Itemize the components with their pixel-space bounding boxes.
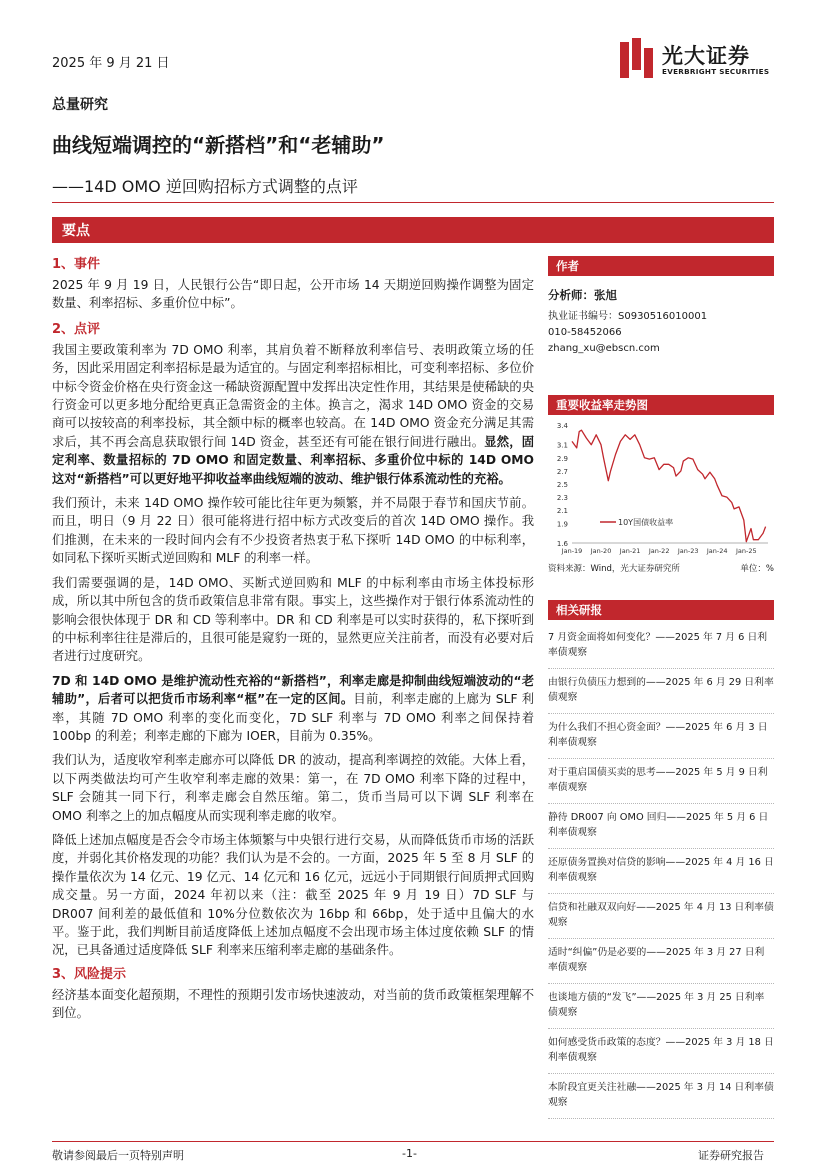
related-research-item[interactable]: 对于重启国债买卖的思考——2025 年 5 月 9 日利率债观察: [548, 759, 774, 804]
comment-p4-bold: 7D 和 14D OMO 是维护流动性充裕的“新搭档”，利率走廊是抑制曲线短端波动的“老辅助”，后者可以把货币市场利率“框”在一定的区间。: [52, 673, 534, 707]
report-category: 总量研究: [52, 97, 108, 113]
x-tick-label: Jan-24: [706, 547, 728, 555]
comment-paragraph-6: 降低上述加点幅度是否会令市场主体频繁与中央银行进行交易，从而降低货币市场的活跃度，并弱化其价格发现的功能？我们认为是不会的。一方面，2025 年 5 至 8 月 SLF 的操作量依次为 14 亿元、19 亿元、14 亿元和 16 亿元，远远小于同期银行间质押式回购成交量。另一方面，2024 年初以来（注：截至 2025 年 9 月 19 日）7D SLF 与 DR007 间利差的最低值和 10%分位数依次为 16bp 和 66bp，处于适中且偏大的水平。鉴于此，我们判断目前适度降低上述加点幅度不会出现市场主体过度依赖 SLF 的情况，已具备通过适度降低 SLF 利率来压缩利率走廊的基础条件。: [52, 832, 534, 958]
page-number: -1-: [402, 1147, 417, 1160]
related-research-item[interactable]: 也谈地方债的“发飞”——2025 年 3 月 25 日利率债观察: [548, 984, 774, 1029]
x-tick-label: Jan-21: [619, 547, 641, 555]
legend-label: 10Y国债收益率: [618, 518, 674, 527]
related-research-list: [548, 624, 774, 1119]
risk-paragraph: 经济基本面变化超预期，不理性的预期引发市场快速波动，对当前的货币政策框架理解不到位。: [52, 987, 534, 1021]
x-tick-label: Jan-20: [590, 547, 612, 555]
chart-source: 资料来源：Wind，光大证券研究所: [548, 564, 680, 574]
comment-paragraph-5: 我们认为，适度收窄利率走廊亦可以降低 DR 的波动，提高利率调控的效能。大体上看，以下两类做法均可产生收窄利率走廊的效果：第一，在 7D OMO 利率下降的过程中，SLF 会随其一同下行，利率走廊会自然压缩。第二，货币当局可以下调 SLF 利率在 OMO 利率之上的加点幅度从而实现利率走廊的收窄。: [52, 753, 534, 823]
comment-paragraph-1: [52, 341, 534, 488]
logo-name-en: EVERBRIGHT SECURITIES: [662, 67, 770, 76]
related-research-item[interactable]: 为什么我们不担心资金面？——2025 年 6 月 3 日利率债观察: [548, 714, 774, 759]
x-tick-label: Jan-19: [561, 547, 583, 555]
sidebar: [548, 256, 774, 1119]
section-heading-event: 1、事件: [52, 257, 101, 272]
author-header: 作者: [548, 256, 774, 276]
section-heading-risk: 3、风险提示: [52, 966, 127, 982]
everbright-logo-icon: [620, 38, 654, 78]
logo-name-cn: 光大证券: [662, 44, 750, 68]
x-tick-label: Jan-25: [735, 547, 757, 555]
comment-p4-text: 目前，利率走廊的上廊为 SLF 利率，其随 7D OMO 利率的变化而变化，7D SLF 利率与 7D OMO 利率之间保持着 100bp 的利差；利率走廊的下廊为 IOER，目前为 0.35%。: [52, 692, 534, 743]
yield-chart: [548, 419, 774, 557]
related-research-item[interactable]: 信贷和社融双双向好——2025 年 4 月 13 日利率债观察: [548, 894, 774, 939]
key-points-banner: [52, 217, 774, 243]
chart-unit: 单位：%: [740, 564, 774, 574]
key-points-label: 要点: [62, 223, 90, 239]
y-tick-label: 1.9: [556, 520, 568, 529]
report-subtitle: ——14D OMO 逆回购招标方式调整的点评: [52, 177, 358, 196]
phone-number: 010-58452066: [548, 327, 622, 338]
y-tick-label: 2.7: [556, 467, 568, 476]
author-block: [548, 288, 774, 357]
y-tick-label: 2.1: [556, 507, 568, 516]
header-divider: [52, 202, 774, 203]
report-date: 2025 年 9 月 21 日: [52, 56, 170, 71]
y-tick-label: 2.3: [556, 494, 568, 503]
report-title: 曲线短端调控的“新搭档”和“老辅助”: [52, 133, 385, 157]
y-tick-label: 2.9: [556, 454, 568, 463]
related-research-item[interactable]: 如何感受货币政策的态度？——2025 年 3 月 18 日利率债观察: [548, 1029, 774, 1074]
comment-paragraph-4: [52, 672, 534, 746]
related-research-item[interactable]: 适时“纠偏”仍是必要的——2025 年 3 月 27 日利率债观察: [548, 939, 774, 984]
x-tick-label: Jan-23: [677, 547, 699, 555]
main-column: [52, 256, 534, 1031]
related-research-item[interactable]: 本阶段宜更关注社融——2025 年 3 月 14 日利率债观察: [548, 1074, 774, 1119]
chart-footer: [548, 562, 774, 576]
company-logo: [620, 38, 790, 82]
y-tick-label: 1.6: [556, 540, 568, 548]
x-tick-label: Jan-22: [648, 547, 670, 555]
related-research-item[interactable]: 由银行负债压力想到的——2025 年 6 月 29 日利率债观察: [548, 669, 774, 714]
related-research-item[interactable]: 7 月资金面将如何变化？——2025 年 7 月 6 日利率债观察: [548, 624, 774, 669]
y-tick-label: 2.5: [556, 481, 568, 489]
y-tick-label: 3.1: [556, 441, 568, 450]
comment-paragraph-3: 我们需要强调的是，14D OMO、买断式逆回购和 MLF 的中标利率由市场主体投标形成，所以其中所包含的货币政策信息非常有限。事实上，这些操作对于银行体系流动性的影响会很快体现于 DR 和 CD 等利率中。DR 和 CD 利率是可以实时获得的，私下探听到的中标利率往往是滞后的，且很可能是窥豹一斑的，显然更应关注前者，而没有必要对后者进行过度研究。: [52, 575, 534, 664]
footer-disclaimer: 敬请参阅最后一页特别声明: [52, 1149, 184, 1162]
chart-header: 重要收益率走势图: [548, 395, 774, 415]
footer-report-type: 证券研究报告: [698, 1149, 764, 1162]
y-tick-label: 3.4: [556, 422, 568, 430]
related-research-item[interactable]: 还原债务置换对信贷的影响——2025 年 4 月 16 日利率债观察: [548, 849, 774, 894]
footer-divider: [52, 1141, 774, 1142]
related-research-header: 相关研报: [548, 600, 774, 620]
license-number: 执业证书编号：S0930516010001: [548, 311, 708, 322]
comment-paragraph-2: 我们预计，未来 14D OMO 操作较可能比往年更为频繁，并不局限于春节和国庆节前。而且，明日（9 月 22 日）很可能将进行招中标方式改变后的首次 14D OMO 操作。我们推测，在未来的一段时间内会有不少投资者热衷于私下探听 14D OMO 的中标利率，如同私下探听买断式逆回购和 MLF 的利率一样。: [52, 496, 534, 566]
comment-p1-bold: 显然，固定利率、数量招标的 7D OMO 和固定数量、利率招标、多重价位中标的 14D OMO 这对“新搭档”可以更好地平抑收益率曲线短端的波动、维护银行体系流动性的充裕。: [52, 434, 534, 486]
section-heading-comment: 2、点评: [52, 321, 101, 337]
event-paragraph: 2025 年 9 月 19 日，人民银行公告“即日起，公开市场 14 天期逆回购操作调整为固定数量、利率招标、多重价位中标”。: [52, 278, 534, 311]
related-research-item[interactable]: 静待 DR007 向 OMO 回归——2025 年 5 月 6 日利率债观察: [548, 804, 774, 849]
email-address[interactable]: zhang_xu@ebscn.com: [548, 343, 660, 354]
comment-p1-text: 我国主要政策利率为 7D OMO 利率，其肩负着不断释放利率信号、表明政策立场的任务，因此采用固定利率招标是最为适宜的。与固定利率招标相比，可变利率招标、多位价中标令资金价格在央行资金这一稀缺资源配置中发挥出决定性作用，其结果是使稀缺的央行资金可以更多地分配给更真正急需资金的主体。换言之，渴求 14D OMO 资金的交易商可以按较高的利率投标，其全额中标的概率也较高。在 14D OMO 资金充分满足其需求后，其不再会高息获取银行间 14D 资金，甚至还有可能在银行间进行融出。: [52, 342, 534, 449]
analyst-name: 分析师：张旭: [548, 288, 617, 302]
